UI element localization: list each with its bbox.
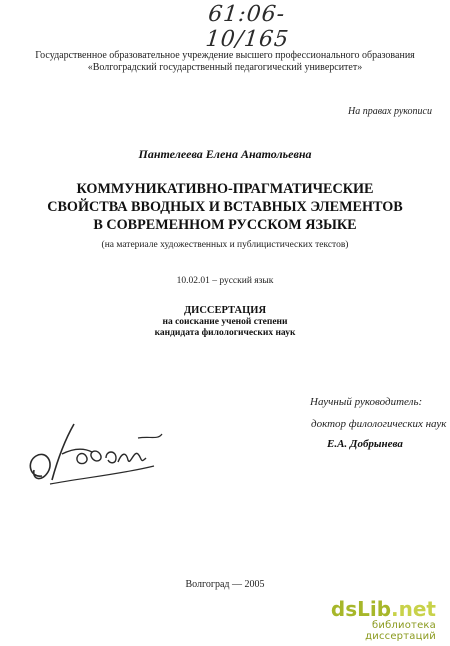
dslib-watermark[interactable] [306,598,436,644]
logo-part-1: dsLib [330,597,392,621]
title-line-2: СВОЙСТВА ВВОДНЫХ И ВСТАВНЫХ ЭЛЕМЕНТОВ [47,199,403,215]
title-line-1: КОММУНИКАТИВНО-ПРАГМАТИЧЕСКИЕ [76,181,374,197]
supervisor-name: Е.А. Добрынева [327,438,403,450]
degree-block [0,317,450,339]
supervisor-label: Научный руководитель: [310,396,423,408]
archive-code-handwritten [204,2,349,52]
dissertation-title [0,180,450,234]
logo-part-2: .net [391,597,436,621]
author-name: Пантелеева Елена Анатольевна [138,147,312,161]
degree-line-1: на соискание ученой степени [162,317,288,327]
title-subtitle: (на материале художественных и публицистических текстов) [101,240,349,250]
institution-block [0,50,450,74]
title-line-3: В СОВРЕМЕННОМ РУССКОМ ЯЗЫКЕ [93,217,357,233]
rights-note: На правах рукописи [348,106,432,117]
archive-code-text: 61:06-10/165 [204,2,291,52]
city-year: Волгоград — 2005 [185,579,265,590]
institution-line-2: «Волгоградский государственный педагогический университет» [87,62,363,73]
degree-line-2: кандидата филологических наук [154,328,296,338]
institution-line-1: Государственное образовательное учреждение высшего профессионального образования [35,50,415,61]
dslib-tagline: библиотека диссертаций [365,620,436,642]
supervisor-degree: доктор филологических наук [311,418,447,430]
dissertation-heading: ДИССЕРТАЦИЯ [183,305,267,316]
dslib-logo[interactable] [306,598,436,620]
handwritten-signature [22,418,172,493]
specialty-code: 10.02.01 – русский язык [176,276,274,286]
